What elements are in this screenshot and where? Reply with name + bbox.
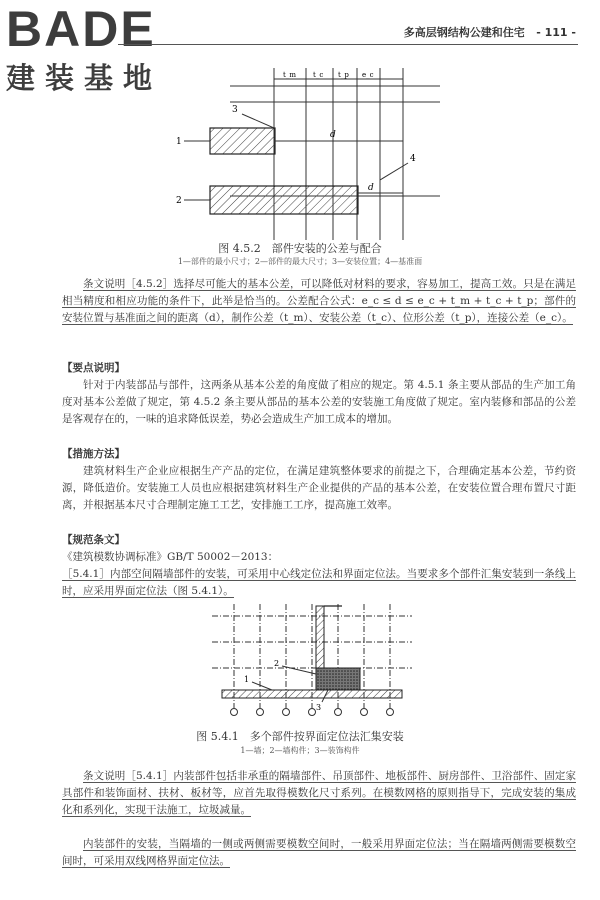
section-text: 建筑材料生产企业应根据生产产品的定位，在满足建筑整体要求的前提之下，合理确定基本公差，节约资源，降低造价。安装施工人员也应根据建筑材料生产企业提供的产品的基本公差，在安装位置合理布置尺寸距离，并根据基本尺寸合理制定施工工艺，安排施工工序，提高施工效率。 [62,465,576,511]
figure-5-4-1 [212,604,412,716]
figure-5-4-1-title: 图 5.4.1 多个部件按界面定位法汇集安装 [196,730,404,743]
section-heading: 【措施方法】 [62,448,125,460]
section-key-points [62,360,576,428]
logo-word: BADE [6,1,156,57]
commentary-continued [62,836,576,870]
running-header [404,24,576,40]
commentary-text: 内装部件的安装，当隔墙的一侧或两侧需要模数空间时，一般采用界面定位法；当在隔墙两侧需要模数空间时，可采用双线网格界面定位法。 [62,838,576,867]
dim-label: t_p [338,71,349,79]
wall-horizontal [222,690,402,698]
label-2: 2 [176,196,182,206]
dim-label: t_m [283,71,296,79]
logo-chinese: 建装基地 [6,61,163,95]
fig2-label-2: 2 [274,659,280,668]
standard-clause: ［5.4.1］内部空间隔墙部件的安装，可采用中心线定位法和界面定位法。当要求多个部件汇集安装到一条线上时，应采用界面定位法（图 5.4.1）。 [62,568,576,597]
wall-vertical [316,606,324,670]
fig2-label-1: 1 [244,675,250,684]
dim-label: t_c [313,71,324,79]
label-d: d [330,130,336,140]
commentary-5-4-1 [62,768,576,819]
section-text: 针对于内装部品与部件，这两条从基本公差的角度做了相应的规定。第 4.5.1 条主要从部品的生产加工角度对基本公差做了规定，第 4.5.2 条主要从部品的基本公差的安装施工角度做了规定。室内装修和部品的公差是客观存在的，一味的追求降低误差，势必会造成生产加工成本的增加。 [62,379,576,425]
section-heading: 【要点说明】 [62,362,125,374]
decoration-block [316,668,360,690]
commentary-text: 条文说明［4.5.2］选择尽可能大的基本公差，可以降低对材料的要求，容易加工，提高工效。只是在满足相当精度和相应功能的条件下，此举是恰当的。公差配合公式：e_c ≤ d ≤ e_c + t_m + t_c + t_p；部件的安装位置与基准面之间的距离（d），制作公差（t_m）、安装公差（t_c）、位形公差（t_p），连接公差（e_c）。 [62,278,576,324]
bade-logo [6,1,163,97]
section-methods [62,446,576,514]
fig2-label-3: 3 [316,703,322,712]
section-standard [62,532,576,600]
commentary-text: 条文说明［5.4.1］内装部件包括非承重的隔墙部件、吊顶部件、地板部件、厨房部件、卫浴部件、固定家具部件和装饰面材、扶材、板材等，应首先取得模数化尺寸系列。在模数网格的原则指导下，完成安装的集成化和系列化，实现干法施工，垃圾减量。 [62,770,576,816]
label-d: d [368,183,374,193]
label-1: 1 [176,137,182,147]
header-rule [118,44,578,45]
max-member [210,186,358,214]
dim-label: e_c [362,71,374,79]
section-heading: 【规范条文】 [62,534,125,546]
page-number: - 111 - [536,26,576,39]
standard-source: 《建筑模数协调标准》GB/T 50002－2013： [62,551,279,563]
figure-4-5-2-title: 图 4.5.2 部件安装的公差与配合 [218,242,382,255]
label-3: 3 [232,105,238,115]
min-member [210,128,275,154]
figure-4-5-2 [170,62,440,240]
figure-4-5-2-legend: 1—部件的最小尺寸；2—部件的最大尺寸；3—安装位置；4—基准面 [177,257,423,266]
label-4: 4 [410,154,416,164]
running-title: 多高层钢结构公建和住宅 [403,26,525,39]
commentary-4-5-2 [62,276,576,327]
figure-5-4-1-legend: 1—墙；2—墙构件；3—装饰构件 [240,746,360,755]
